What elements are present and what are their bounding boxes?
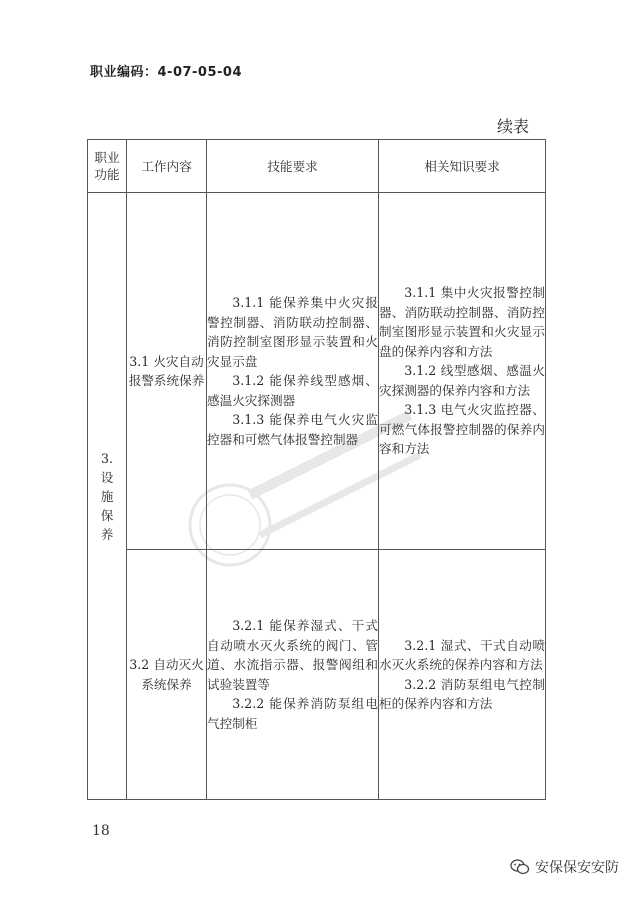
knowledge-cell bbox=[379, 550, 546, 800]
column-header-function: 职业功能 bbox=[88, 140, 127, 193]
requirements-table bbox=[87, 139, 546, 800]
skills-cell bbox=[207, 550, 379, 800]
skill-item: 3.2.1 能保养湿式、干式自动喷水灭火系统的阀门、管道、水流指示器、报警阀组和试验装置等 bbox=[207, 618, 378, 692]
brand-name: 安保保安安防 bbox=[535, 860, 619, 876]
knowledge-item: 3.2.1 湿式、干式自动喷水灭火系统的保养内容和方法 bbox=[379, 637, 545, 672]
wechat-icon bbox=[510, 859, 530, 875]
continued-label: 续表 bbox=[497, 117, 530, 136]
knowledge-item: 3.1.2 线型感烟、感温火灾探测器的保养内容和方法 bbox=[379, 363, 545, 398]
skills-cell bbox=[207, 193, 379, 550]
skill-item: 3.1.3 能保养电气火灾监控器和可燃气体报警控制器 bbox=[207, 412, 378, 447]
function-cell bbox=[88, 193, 127, 800]
page-number: 18 bbox=[92, 823, 110, 839]
skill-item: 3.2.2 能保养消防泵组电气控制柜 bbox=[207, 696, 378, 731]
table-row bbox=[88, 193, 546, 550]
work-content: 3.2 自动灭火系统保养 bbox=[129, 657, 204, 692]
work-content: 3.1 火灾自动报警系统保养 bbox=[128, 353, 205, 388]
knowledge-item: 3.1.3 电气火灾监控器、可燃气体报警控制器的保养内容和方法 bbox=[379, 402, 545, 457]
table-header-row bbox=[88, 140, 546, 193]
column-header-knowledge: 相关知识要求 bbox=[379, 140, 546, 193]
brand-mark bbox=[510, 857, 619, 877]
column-header-work: 工作内容 bbox=[127, 140, 207, 193]
knowledge-item: 3.1.1 集中火灾报警控制器、消防联动控制器、消防控制室图形显示装置和火灾显示盘的保养内容和方法 bbox=[379, 285, 545, 359]
work-cell bbox=[127, 550, 207, 800]
occupation-code: 职业编码：4-07-05-04 bbox=[90, 65, 243, 80]
function-label: 3. 设施保养 bbox=[100, 450, 114, 542]
work-cell bbox=[127, 193, 207, 550]
knowledge-item: 3.2.2 消防泵组电气控制柜的保养内容和方法 bbox=[379, 676, 545, 711]
knowledge-cell bbox=[379, 193, 546, 550]
table-row bbox=[88, 550, 546, 800]
skill-item: 3.1.1 能保养集中火灾报警控制器、消防联动控制器、消防控制室图形显示装置和火灾显示盘 bbox=[207, 295, 378, 369]
skill-item: 3.1.2 能保养线型感烟、感温火灾探测器 bbox=[207, 373, 378, 408]
column-header-skills: 技能要求 bbox=[207, 140, 379, 193]
